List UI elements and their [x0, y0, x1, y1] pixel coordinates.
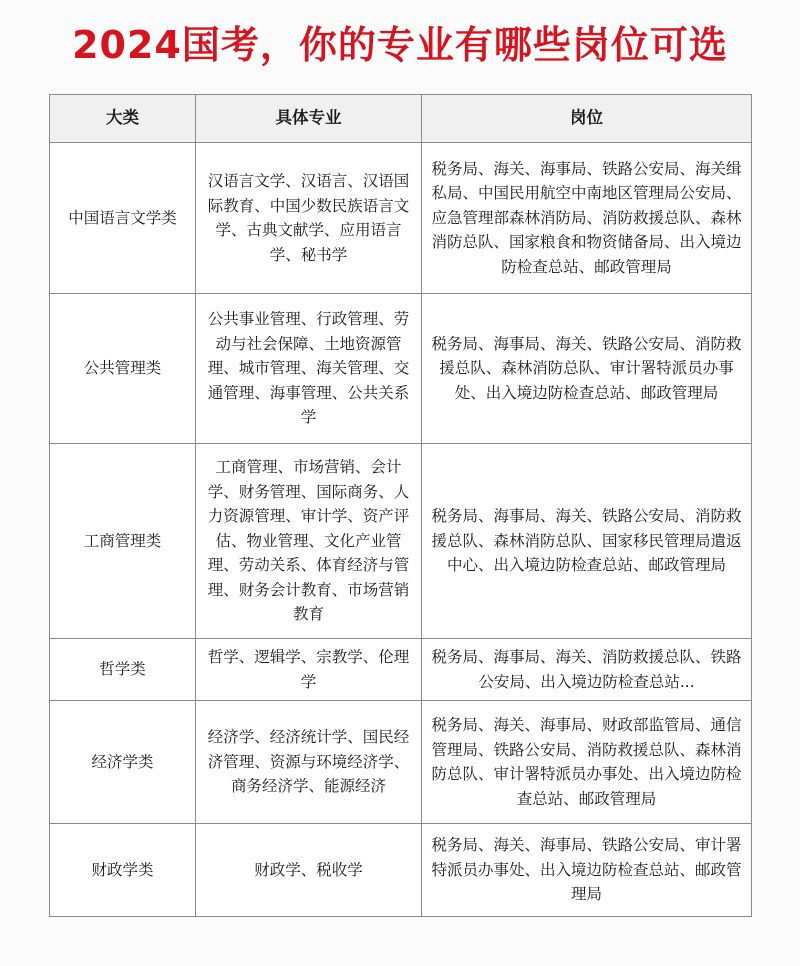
table-row [50, 444, 752, 639]
positions-cell: 税务局、海事局、海关、铁路公安局、消防救援总队、森林消防总队、国家移民管理局遣返中心、出入境边防检查总站、邮政管理局 [422, 444, 752, 639]
category-cell: 工商管理类 [50, 444, 196, 639]
positions-cell: 税务局、海关、海事局、财政部监管局、通信管理局、铁路公安局、消防救援总队、森林消防总队、审计署特派员办事处、出入境边防检查总站、邮政管理局 [422, 701, 752, 824]
majors-cell: 公共事业管理、行政管理、劳动与社会保障、土地资源管理、城市管理、海关管理、交通管理、海事管理、公共关系学 [196, 294, 422, 444]
header-majors: 具体专业 [196, 95, 422, 143]
page-title: 2024国考，你的专业有哪些岗位可选 [72, 23, 728, 67]
majors-positions-table [49, 94, 752, 917]
table-row [50, 701, 752, 824]
header-positions: 岗位 [422, 95, 752, 143]
category-cell: 经济学类 [50, 701, 196, 824]
positions-cell: 税务局、海关、海事局、铁路公安局、审计署特派员办事处、出入境边防检查总站、邮政管理局 [422, 824, 752, 917]
category-cell: 中国语言文学类 [50, 143, 196, 294]
positions-cell: 税务局、海事局、海关、消防救援总队、铁路公安局、出入境边防检查总站... [422, 639, 752, 701]
category-cell: 财政学类 [50, 824, 196, 917]
positions-cell: 税务局、海事局、海关、铁路公安局、消防救援总队、森林消防总队、审计署特派员办事处、出入境边防检查总站、邮政管理局 [422, 294, 752, 444]
majors-cell: 汉语言文学、汉语言、汉语国际教育、中国少数民族语言文学、古典文献学、应用语言学、秘书学 [196, 143, 422, 294]
header-category: 大类 [50, 95, 196, 143]
table-row [50, 143, 752, 294]
positions-cell: 税务局、海关、海事局、铁路公安局、海关缉私局、中国民用航空中南地区管理局公安局、应急管理部森林消防局、消防救援总队、森林消防总队、国家粮食和物资储备局、出入境边防检查总站、邮政管理局 [422, 143, 752, 294]
majors-cell: 哲学、逻辑学、宗教学、伦理学 [196, 639, 422, 701]
category-cell: 哲学类 [50, 639, 196, 701]
majors-cell: 工商管理、市场营销、会计学、财务管理、国际商务、人力资源管理、审计学、资产评估、物业管理、文化产业管理、劳动关系、体育经济与管理、财务会计教育、市场营销教育 [196, 444, 422, 639]
table-row [50, 639, 752, 701]
table-header-row [50, 95, 752, 143]
category-cell: 公共管理类 [50, 294, 196, 444]
majors-cell: 财政学、税收学 [196, 824, 422, 917]
majors-cell: 经济学、经济统计学、国民经济管理、资源与环境经济学、商务经济学、能源经济 [196, 701, 422, 824]
table-row [50, 294, 752, 444]
table-row [50, 824, 752, 917]
